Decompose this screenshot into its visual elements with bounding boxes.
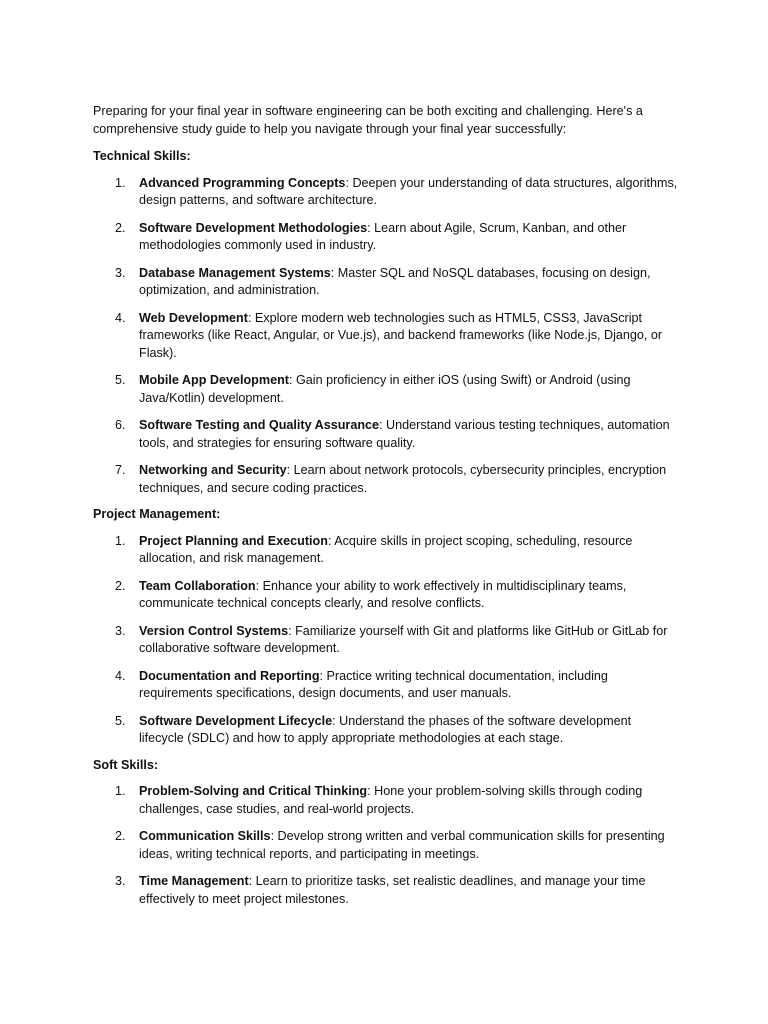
list-item	[93, 265, 678, 300]
list-item-text: : Hone your problem-solving skills through coding challenges, case studies, and real-world projects.	[139, 784, 643, 816]
list-item	[93, 175, 678, 210]
list-item-text: : Understand various testing techniques, automation tools, and strategies for ensuring software quality.	[139, 418, 670, 450]
list-number: 4.	[115, 310, 126, 325]
list-item-term: Software Testing and Quality Assurance	[139, 418, 380, 432]
list-item-term: Version Control Systems	[139, 623, 289, 638]
list-item-term: Networking and Security	[139, 463, 287, 477]
list-item-text: : Understand the phases of the software development lifecycle (SDLC) and how to apply appropriate methodologies at each stage.	[139, 713, 632, 745]
list-item-term: Database Management Systems	[139, 265, 331, 280]
list-number: 7.	[115, 463, 126, 477]
list-number: 4.	[115, 668, 126, 683]
list-item-term: Team Collaboration	[139, 578, 256, 593]
list-item-term: Web Development	[139, 310, 248, 325]
list-item	[93, 462, 678, 497]
list-item	[93, 417, 678, 452]
list-item-text: : Practice writing technical documentation, including requirements specifications, design documents, and user manuals.	[139, 668, 608, 700]
section-heading-project-management: Project Management:	[93, 507, 221, 521]
list-item-text: : Learn about network protocols, cybersecurity principles, encryption techniques, and secure coding practices.	[139, 463, 667, 495]
list-item-term: Mobile App Development	[139, 373, 289, 387]
list-item-term: Time Management	[139, 874, 249, 888]
list-item	[93, 372, 678, 407]
list-number: 1.	[115, 175, 126, 190]
list-item-text: : Develop strong written and verbal communication skills for presenting ideas, writing technical reports, and participating in meetings.	[139, 829, 665, 861]
list-item	[93, 828, 678, 863]
list-item-term: Software Development Methodologies	[139, 220, 368, 235]
list-item-text: : Enhance your ability to work effectively in multidisciplinary teams, communicate technical concepts clearly, and resolve conflicts.	[139, 578, 627, 610]
list-number: 3.	[115, 623, 126, 638]
technical-skills-list	[93, 175, 678, 498]
list-item-term: Documentation and Reporting	[139, 668, 320, 683]
list-item	[93, 220, 678, 255]
list-number: 1.	[115, 784, 126, 798]
list-item-term: Advanced Programming Concepts	[139, 175, 346, 190]
list-item-term: Software Development Lifecycle	[139, 713, 333, 728]
document-page	[93, 103, 678, 917]
list-number: 5.	[115, 373, 126, 387]
list-item-text: : Master SQL and NoSQL databases, focusing on design, optimization, and administration.	[139, 265, 651, 297]
list-item	[93, 623, 678, 658]
list-number: 1.	[115, 533, 126, 548]
project-management-list	[93, 533, 678, 748]
intro-paragraph: Preparing for your final year in software engineering can be both exciting and challenging. Here's a comprehensive study guide to help you navigate through your final year successfully:	[93, 104, 643, 136]
list-item-text: : Gain proficiency in either iOS (using Swift) or Android (using Java/Kotlin) development.	[139, 373, 631, 405]
list-item	[93, 533, 678, 568]
list-item-text: : Learn about Agile, Scrum, Kanban, and other methodologies commonly used in industry.	[139, 220, 627, 252]
list-item-term: Project Planning and Execution	[139, 533, 328, 548]
list-number: 2.	[115, 220, 126, 235]
list-number: 3.	[115, 265, 126, 280]
list-item	[93, 873, 678, 908]
list-item-term: Problem-Solving and Critical Thinking	[139, 784, 368, 798]
list-item	[93, 713, 678, 748]
list-item	[93, 310, 678, 363]
list-number: 5.	[115, 713, 126, 728]
list-item-term: Communication Skills	[139, 829, 271, 843]
list-number: 2.	[115, 829, 126, 843]
list-item-text: : Familiarize yourself with Git and platforms like GitHub or GitLab for collaborative software development.	[139, 623, 668, 655]
list-number: 6.	[115, 418, 126, 432]
section-heading-soft-skills: Soft Skills:	[93, 757, 159, 772]
list-number: 3.	[115, 874, 126, 888]
section-heading-technical-skills: Technical Skills:	[93, 149, 191, 163]
list-item-text: : Explore modern web technologies such as HTML5, CSS3, JavaScript frameworks (like React, Angular, or Vue.js), and backend frameworks (like Node.js, Django, or Flask).	[139, 310, 663, 360]
list-item	[93, 668, 678, 703]
soft-skills-list	[93, 783, 678, 908]
list-item-text: : Deepen your understanding of data structures, algorithms, design patterns, and software architecture.	[139, 175, 678, 207]
list-item	[93, 578, 678, 613]
list-number: 2.	[115, 578, 126, 593]
list-item	[93, 783, 678, 818]
list-item-text: : Learn to prioritize tasks, set realistic deadlines, and manage your time effectively to meet project milestones.	[139, 874, 646, 906]
list-item-text: : Acquire skills in project scoping, scheduling, resource allocation, and risk management.	[139, 533, 633, 565]
